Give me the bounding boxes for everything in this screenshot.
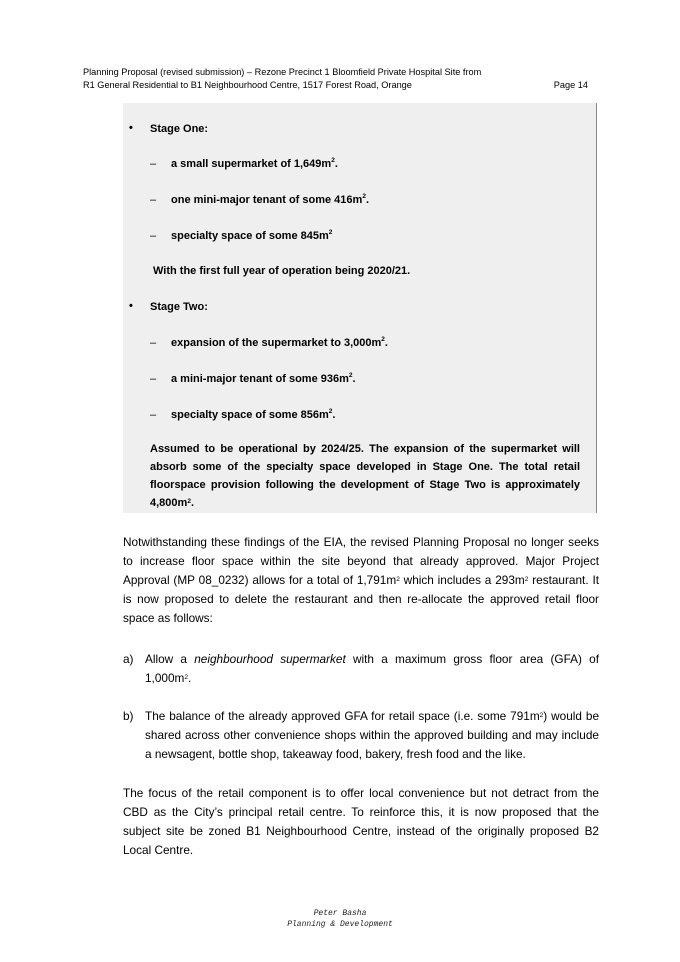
dash-icon: – — [150, 409, 157, 421]
stage-one-heading: Stage One: — [150, 123, 209, 135]
stage-one-item: one mini-major tenant of some $416m^2$. — [171, 193, 370, 206]
dash-icon: – — [150, 230, 157, 242]
dash-icon: – — [150, 158, 157, 170]
dash-icon: – — [150, 194, 157, 206]
page-number: Page 14 — [553, 80, 588, 90]
stage-one-note: With the first full year of operation being 2020/21. — [153, 265, 411, 277]
list-label-a: a) — [123, 652, 134, 666]
page-footer — [0, 908, 680, 930]
header-title-line2: R1 General Residential to B1 Neighbourhood Centre, 1517 Forest Road, Orange — [83, 80, 412, 90]
dash-icon: – — [150, 373, 157, 385]
dash-icon: – — [150, 337, 157, 349]
stage-one-item: specialty space of some $845m^2$ — [171, 229, 333, 242]
list-label-b: b) — [123, 709, 134, 723]
paragraph-zoning: The focus of the retail component is to offer local convenience but not detract from the CBD as the City’s principal retail centre. To reinforce this, it is now proposed that the subject site be zoned B1 Neighbourhood Centre, instead of the originally proposed B2 Local Centre. — [123, 786, 599, 857]
list-item-b: The balance of the already approved GFA for retail space (i.e. some $791m^2$) would be shared across other convenience shops within the approved building and may include a newsagent, bottle shop, takeaway food, bakery, fresh food and the like. — [145, 709, 600, 761]
stage-two-heading: Stage Two: — [150, 301, 208, 313]
bullet-icon: • — [129, 122, 133, 134]
list-item-a: Allow a neighbourhood supermarket with a maximum gross floor area (GFA) of $1,000m^2$. — [145, 652, 600, 685]
stage-two-item: specialty space of some $856m^2$. — [171, 408, 336, 421]
footer-firm: Planning & Development — [287, 920, 393, 929]
header-title-line1: Planning Proposal (revised submission) – Rezone Precinct 1 Bloomfield Private Hospital Site from — [83, 67, 482, 77]
page-header — [83, 66, 588, 92]
stage-two-note: Assumed to be operational by 2024/25. The expansion of the supermarket will absorb some of the specialty space developed in Stage One. The total retail floorspace provision following the development of Stage Two is approximately $4,800m^2$. — [150, 443, 580, 509]
footer-name: Peter Basha — [313, 909, 367, 918]
bullet-icon: • — [129, 300, 133, 312]
stage-one-item: a small supermarket of $1,649m^2$. — [171, 157, 338, 170]
paragraph-floor-space: Notwithstanding these findings of the EIA, the revised Planning Proposal no longer seeks to increase floor space within the site beyond that already approved. Major Project Approval (MP 08_0232) allows for a total of $1,791m^2$ which includes a $293m^2$ restaurant. It is now proposed to delete the restaurant and then re-allocate the approved retail floor space as follows: — [123, 535, 600, 625]
eia-findings-box — [123, 103, 597, 513]
stage-two-item: a mini-major tenant of some $936m^2$. — [171, 372, 356, 385]
stage-two-item: expansion of the supermarket to $3,000m^2$. — [171, 336, 388, 349]
